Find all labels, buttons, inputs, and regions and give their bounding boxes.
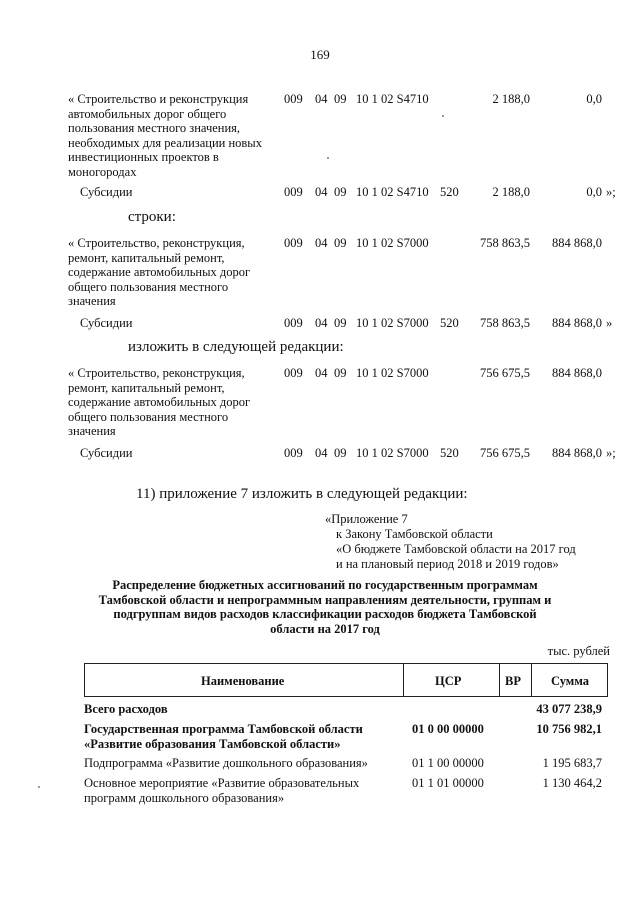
item-11-heading: 11) приложение 7 изложить в следующей редакции: <box>136 486 468 502</box>
table-row-sum: 10 756 982,1 <box>536 722 602 736</box>
row-c1-grbs: 009 <box>284 366 303 380</box>
row-b2-pr: 09 <box>334 316 347 330</box>
table-row-name: Подпрограмма «Развитие дошкольного образования» <box>84 756 368 770</box>
appendix-line-2: к Закону Тамбовской области <box>336 527 493 541</box>
row-c1-name: « Строительство, реконструкция, ремонт, капитальный ремонт, содержание автомобильных дорог общего пользования местного значения <box>68 366 251 438</box>
row-c2-value-2017: 756 675,5 <box>480 446 530 460</box>
page-number: 169 <box>310 47 330 62</box>
row-a1-value-2017: 2 188,0 <box>492 92 530 106</box>
row-b1-value-2018: 884 868,0 <box>552 236 602 250</box>
scan-speck <box>442 115 444 117</box>
row-c1-rz: 04 <box>315 366 328 380</box>
row-b1-csr: 10 1 02 S7000 <box>356 236 429 250</box>
table-row-name: Государственная программа Тамбовской области «Развитие образования Тамбовской области» <box>84 722 363 751</box>
row-c2-closing: »; <box>606 446 616 460</box>
row-a2-value-2017: 2 188,0 <box>492 185 530 199</box>
row-c1-pr: 09 <box>334 366 347 380</box>
row-b1-pr: 09 <box>334 236 347 250</box>
row-b2-closing: » <box>606 316 613 330</box>
row-b2-vr: 520 <box>440 316 459 330</box>
row-c1-value-2017: 756 675,5 <box>480 366 530 380</box>
table-row-sum: 1 130 464,2 <box>542 776 602 790</box>
row-c1-csr: 10 1 02 S7000 <box>356 366 429 380</box>
scan-speck <box>327 157 329 159</box>
row-b2-grbs: 009 <box>284 316 303 330</box>
row-a2-value-2018: 0,0 <box>586 185 602 199</box>
table-row-csr: 01 1 01 00000 <box>412 776 484 790</box>
row-a2-csr: 10 1 02 S4710 <box>356 185 429 199</box>
row-c2-pr: 09 <box>334 446 347 460</box>
row-a2-grbs: 009 <box>284 185 303 199</box>
row-a2-name: Субсидии <box>80 185 133 199</box>
appendix-line-4: и на плановый период 2018 и 2019 годов» <box>336 557 559 571</box>
unit-label: тыс. рублей <box>547 644 610 658</box>
header-csr: ЦСР <box>435 674 462 688</box>
row-b2-csr: 10 1 02 S7000 <box>356 316 429 330</box>
row-a1-grbs: 009 <box>284 92 303 106</box>
table-header <box>84 663 608 697</box>
total-value: 43 077 238,9 <box>536 702 602 716</box>
row-a2-rz: 04 <box>315 185 328 199</box>
row-c2-vr: 520 <box>440 446 459 460</box>
row-c2-grbs: 009 <box>284 446 303 460</box>
table-title: Распределение бюджетных ассигнований по государственным программам Тамбовской области и непрограммным направлениям деятельности, группам и подгруппам видов расходов классификации расходов бюджета Тамбовской области на 2017 год <box>98 578 552 636</box>
header-sum: Сумма <box>551 674 589 688</box>
row-a1-pr: 09 <box>334 92 347 106</box>
row-c1-value-2018: 884 868,0 <box>552 366 602 380</box>
row-b2-value-2017: 758 863,5 <box>480 316 530 330</box>
row-b2-value-2018: 884 868,0 <box>552 316 602 330</box>
label-rows: строки: <box>128 209 176 225</box>
row-c2-rz: 04 <box>315 446 328 460</box>
row-a2-closing: »; <box>606 185 616 199</box>
row-a1-rz: 04 <box>315 92 328 106</box>
row-b1-name: « Строительство, реконструкция, ремонт, капитальный ремонт, содержание автомобильных дорог общего пользования местного значения <box>68 236 251 308</box>
table-row-name: Основное мероприятие «Развитие образовательных программ дошкольного образования» <box>84 776 360 805</box>
row-b1-grbs: 009 <box>284 236 303 250</box>
row-a2-vr: 520 <box>440 185 459 199</box>
scan-speck <box>38 786 40 788</box>
row-a1-name: « Строительство и реконструкция автомобильных дорог общего пользования местного значения, необходимых для реализации новых инвестиционных проектов в моногородах <box>68 92 262 179</box>
appendix-line-3: «О бюджете Тамбовской области на 2017 год <box>336 542 576 556</box>
total-label: Всего расходов <box>84 702 168 716</box>
row-b1-rz: 04 <box>315 236 328 250</box>
appendix-line-1: «Приложение 7 <box>325 512 408 526</box>
row-b2-name: Субсидии <box>80 316 133 330</box>
row-a1-value-2018: 0,0 <box>586 92 602 106</box>
table-row-csr: 01 1 00 00000 <box>412 756 484 770</box>
table-row-sum: 1 195 683,7 <box>542 756 602 770</box>
row-c2-value-2018: 884 868,0 <box>552 446 602 460</box>
row-c2-csr: 10 1 02 S7000 <box>356 446 429 460</box>
label-edit: изложить в следующей редакции: <box>128 339 344 355</box>
header-name: Наименование <box>201 674 285 688</box>
row-c2-name: Субсидии <box>80 446 133 460</box>
header-vr: ВР <box>505 674 521 688</box>
table-row-csr: 01 0 00 00000 <box>412 722 484 736</box>
row-b1-value-2017: 758 863,5 <box>480 236 530 250</box>
row-a2-pr: 09 <box>334 185 347 199</box>
row-a1-csr: 10 1 02 S4710 <box>356 92 429 106</box>
row-b2-rz: 04 <box>315 316 328 330</box>
